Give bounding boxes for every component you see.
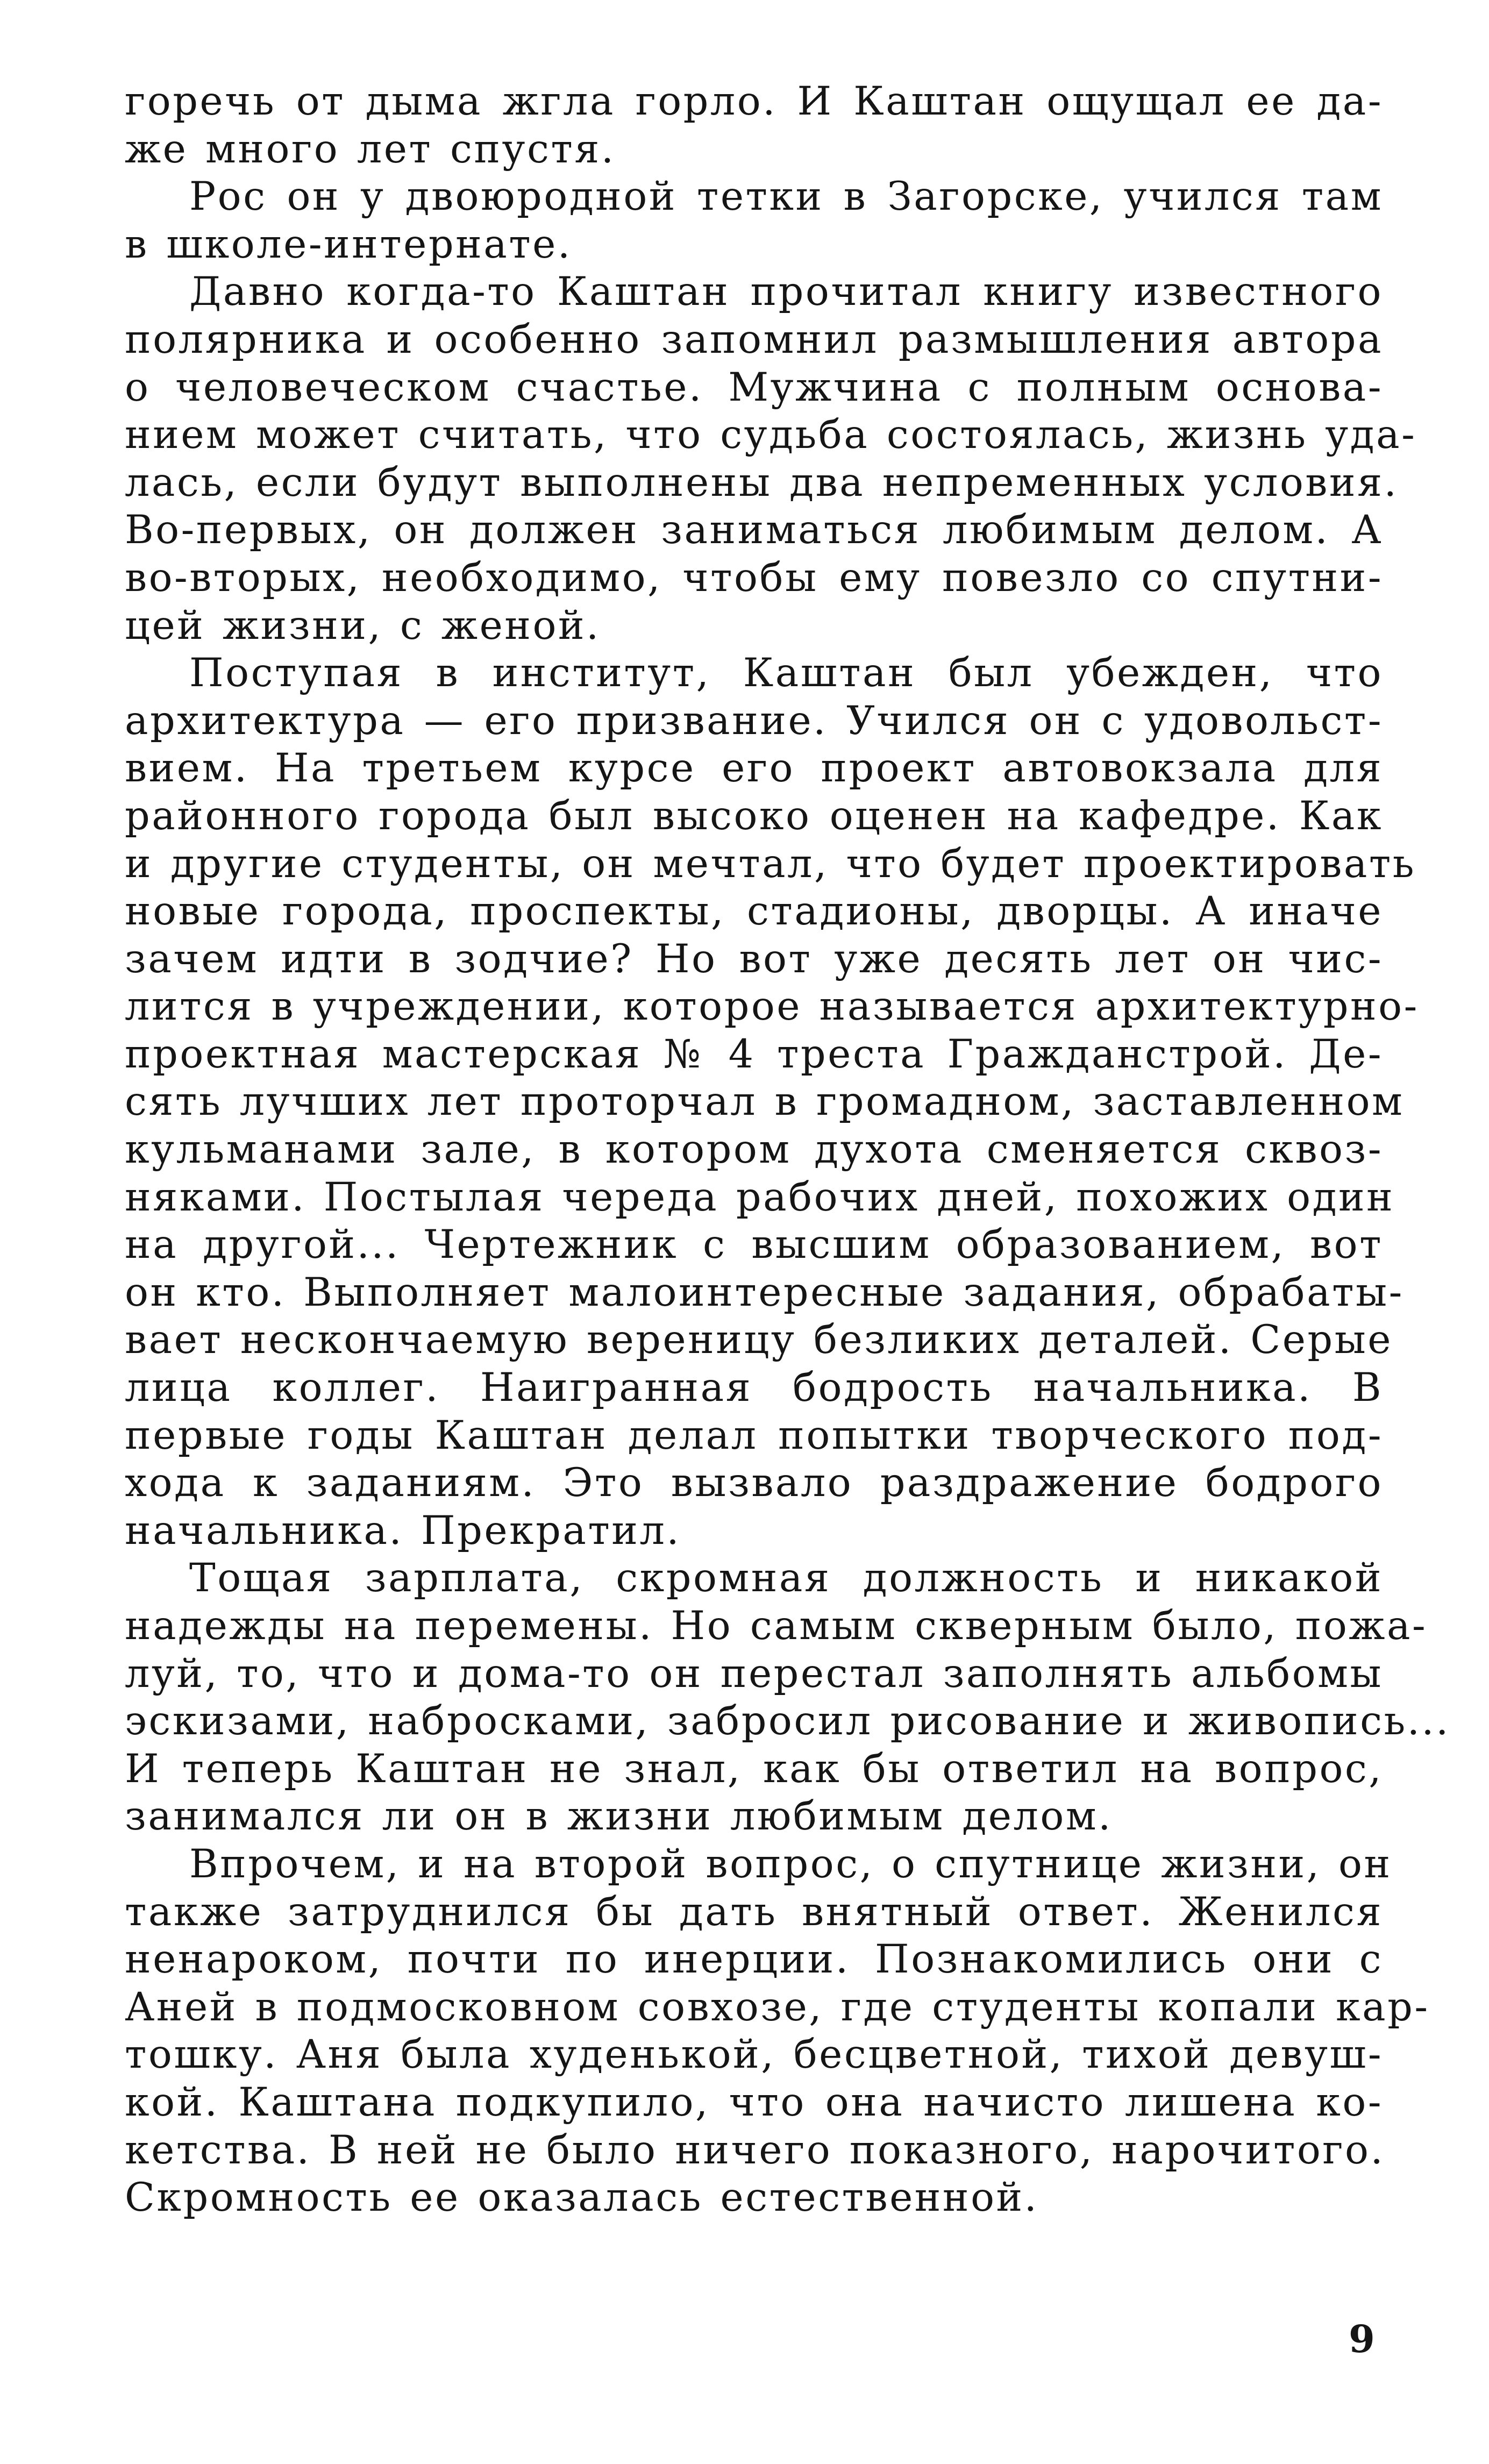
paragraph — [125, 1555, 1450, 1841]
text-line: И теперь Каштан не знал, как бы ответил на вопрос, — [125, 1746, 1383, 1792]
text-line: тошку. Аня была худенькой, бесцветной, тихой девуш- — [125, 2032, 1383, 2078]
text-line: на другой... Чертежник с высшим образованием, вот — [125, 1222, 1383, 1268]
text-line: надежды на перемены. Но самым скверным было, пожа- — [125, 1603, 1428, 1649]
text-line: вает нескончаемую вереницу безликих деталей. Серые — [125, 1317, 1393, 1363]
paragraph — [125, 1841, 1430, 2222]
text-line: первые годы Каштан делал попытки творческого под- — [125, 1412, 1383, 1458]
text-line: он кто. Выполняет малоинтересные задания, обрабаты- — [125, 1269, 1404, 1315]
text-line: Впрочем, и на второй вопрос, о спутнице жизни, он — [189, 1841, 1392, 1887]
text-line: кой. Каштана подкупило, что она начисто лишена ко- — [125, 2079, 1383, 2125]
text-line: начальника. Прекратил. — [125, 1507, 681, 1554]
text-line: во-вторых, необходимо, чтобы ему повезло со спутни- — [125, 554, 1383, 601]
text-line: в школе-интернате. — [125, 221, 572, 267]
page-number: 9 — [1349, 2317, 1375, 2361]
text-line: и другие студенты, он мечтал, что будет проектировать — [125, 841, 1416, 887]
text-line: хода к заданиям. Это вызвало раздражение бодрого — [125, 1460, 1383, 1506]
text-line: Давно когда-то Каштан прочитал книгу известного — [189, 269, 1383, 315]
text-line: нием может считать, что судьба состоялась, жизнь уда- — [125, 412, 1417, 458]
text-line: Поступая в институт, Каштан был убежден, что — [189, 650, 1383, 696]
text-line: же много лет спустя. — [125, 126, 616, 172]
text-line: няками. Постылая череда рабочих дней, похожих один — [125, 1174, 1395, 1220]
text-line: кульманами зале, в котором духота сменяется сквоз- — [125, 1127, 1383, 1173]
text-line: Во-первых, он должен заниматься любимым делом. А — [125, 507, 1383, 553]
text-line: занимался ли он в жизни любимым делом. — [125, 1793, 1113, 1840]
text-line: также затруднился бы дать внятный ответ. Женился — [125, 1889, 1383, 1935]
text-line: Тощая зарплата, скромная должность и никакой — [189, 1555, 1383, 1601]
text-line: сять лучших лет проторчал в громадном, заставленном — [125, 1079, 1405, 1125]
text-line: горечь от дыма жгла горло. И Каштан ощущал ее да- — [125, 79, 1383, 124]
text-line: полярника и особенно запомнил размышления автора — [125, 316, 1383, 362]
text-line: ненароком, почти по инерции. Познакомились они с — [125, 1936, 1383, 1983]
text-line: кетства. В ней не было ничего показного, нарочитого. — [125, 2127, 1385, 2173]
paragraph — [125, 268, 1417, 650]
text-line: луй, то, что и дома-то он перестал заполнять альбомы — [125, 1650, 1383, 1697]
text-line: о человеческом счастье. Мужчина с полным основа- — [125, 364, 1383, 410]
text-line: вием. На третьем курсе его проект автовокзала для — [125, 745, 1383, 792]
text-line: архитектура — его призвание. Учился он с удовольст- — [125, 697, 1383, 744]
text-line: Скромность ее оказалась естественной. — [125, 2175, 1039, 2221]
paragraph — [125, 650, 1419, 1555]
text-line: Аней в подмосковном совхозе, где студенты копали кар- — [125, 1984, 1430, 2030]
text-line: Рос он у двоюродной тетки в Загорске, учился там — [189, 174, 1383, 220]
text-line: цей жизни, с женой. — [125, 602, 601, 649]
text-line: лится в учреждении, которое называется архитектурно- — [125, 984, 1419, 1030]
text-line: зачем идти в зодчие? Но вот уже десять лет он чис- — [125, 936, 1383, 982]
paragraph — [125, 78, 1383, 173]
text-line: районного города был высоко оценен на кафедре. Как — [125, 793, 1383, 839]
text-line: новые города, проспекты, стадионы, дворцы. А иначе — [125, 888, 1383, 935]
text-line: эскизами, набросками, забросил рисование и живопись... — [125, 1698, 1450, 1744]
text-line: проектная мастерская № 4 треста Гражданстрой. Де- — [125, 1031, 1383, 1077]
text-line: лась, если будут выполнены два непременных условия. — [125, 459, 1399, 505]
paragraph — [125, 173, 1383, 268]
text-line: лица коллег. Наигранная бодрость начальника. В — [125, 1365, 1383, 1411]
body-text — [125, 78, 1450, 2222]
